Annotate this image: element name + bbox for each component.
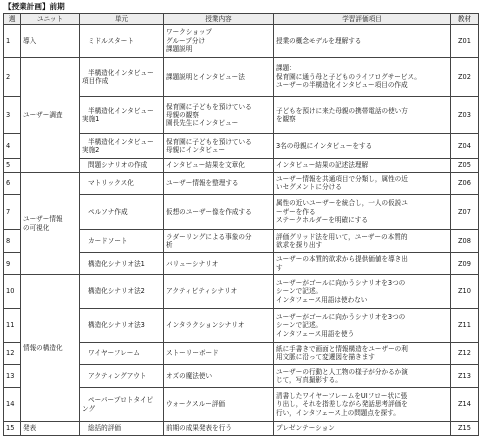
material-code: Z04 <box>451 134 479 158</box>
content-cell <box>164 364 274 387</box>
content-cell-line: オズの魔法使い <box>166 371 213 380</box>
evaluation-cell-line: 欲求を探り出す <box>276 241 323 249</box>
material-code: Z05 <box>451 158 479 172</box>
content-cell <box>164 275 274 309</box>
lesson-cell-line: ワイヤーフレーム <box>88 349 140 358</box>
table-row <box>4 57 479 97</box>
unit-label: 導入 <box>23 36 37 45</box>
week-cell: 12 <box>4 342 21 364</box>
week-cell: 6 <box>4 172 21 194</box>
lesson-cell-line: カードソート <box>88 236 128 245</box>
evaluation-cell-line: 紙に手書きで画面と情報構造をユーザーの利 <box>276 345 408 353</box>
material-code: Z01 <box>451 25 479 58</box>
week-cell: 9 <box>4 253 21 275</box>
evaluation-cell-line: 清書したワイヤーフレームをUIフロー状に張 <box>276 392 408 401</box>
content-cell-line: 仮想のユーザー像を作成する <box>166 207 252 216</box>
content-cell-line: 課題説明とインタビュー法 <box>166 72 245 81</box>
evaluation-cell-line: ステークホルダーを明確にする <box>276 216 368 225</box>
week-cell: 2 <box>4 57 21 97</box>
content-cell <box>164 134 274 158</box>
evaluation-cell <box>274 172 451 194</box>
week-cell: 5 <box>4 158 21 172</box>
week-cell: 3 <box>4 97 21 134</box>
content-cell <box>164 229 274 252</box>
content-cell-line: ワークショップ <box>166 28 213 37</box>
lesson-cell <box>80 194 164 229</box>
evaluation-cell-line: ユーザー情報を共通項目で分類し，属性の近 <box>276 175 408 184</box>
content-cell <box>164 57 274 97</box>
lesson-cell-line: 実施1 <box>82 115 100 124</box>
evaluation-cell-line: す <box>276 263 283 272</box>
header-evaluation: 学習評価項目 <box>274 14 451 25</box>
table-row <box>4 25 479 58</box>
lesson-cell-line: ペーパープロトタイピ <box>88 396 154 405</box>
evaluation-cell-line: 課題： <box>276 64 296 73</box>
table-row <box>4 275 479 309</box>
week-cell: 7 <box>4 194 21 229</box>
content-cell <box>164 194 274 229</box>
evaluation-cell-line: いセグメントに分ける <box>276 183 342 192</box>
lesson-cell <box>80 388 164 422</box>
evaluation-cell <box>274 229 451 252</box>
evaluation-cell <box>274 342 451 364</box>
lesson-cell <box>80 229 164 252</box>
lesson-cell-line: ミドルスタート <box>88 36 134 45</box>
content-cell-line: ラダーリングによる事象の分 <box>166 232 252 241</box>
lesson-cell <box>80 253 164 275</box>
evaluation-cell-line: インタビュー結果の記述法理解 <box>276 161 369 170</box>
evaluation-cell <box>274 97 451 134</box>
content-cell <box>164 309 274 343</box>
evaluation-cell-line: ユーザーの本質的欲求から提供価値を導き出 <box>276 255 408 264</box>
evaluation-cell-line: ユーザーがゴールに向かうシナリオを3つの <box>276 312 406 321</box>
lesson-cell <box>80 421 164 435</box>
header-material: 教材 <box>451 14 479 25</box>
lesson-cell-line: マトリックス化 <box>88 179 134 188</box>
content-cell <box>164 342 274 364</box>
evaluation-cell-line: り出し，それを指差しながら発話思考評価を <box>276 400 408 409</box>
evaluation-cell-line: 3名の母親にインタビューをする <box>276 141 373 150</box>
evaluation-cell-line: を観察 <box>276 115 296 124</box>
lesson-cell-line: 半構造化インタビュー <box>88 107 154 115</box>
lesson-cell <box>80 134 164 158</box>
unit-label: ユーザー調査 <box>23 110 63 119</box>
unit-cell <box>21 172 80 274</box>
evaluation-cell-line: 授業の概念モデルを理解する <box>276 36 362 45</box>
unit-cell <box>21 57 80 172</box>
lesson-cell <box>80 172 164 194</box>
evaluation-cell <box>274 134 451 158</box>
lesson-cell-line: ペルソナ作成 <box>88 207 128 216</box>
content-cell <box>164 97 274 134</box>
lesson-cell-line: 項目作成 <box>82 76 109 85</box>
evaluation-cell-line: インタフェース用語は使わない <box>276 295 368 304</box>
material-code: Z15 <box>451 421 479 435</box>
content-cell-line: ストーリーボード <box>166 349 219 358</box>
lesson-cell-line: 構造化シナリオ法2 <box>88 287 145 296</box>
lesson-cell-line: ング <box>82 404 96 413</box>
content-cell-line: ウォークスルー評価 <box>166 400 226 409</box>
evaluation-cell-line: 評価グリッド法を用いて，ユーザーの本質的 <box>276 232 408 241</box>
unit-cell <box>21 25 80 58</box>
evaluation-cell-line: 用文脈に沿って変遷図を描きます <box>276 353 375 362</box>
week-cell: 11 <box>4 309 21 343</box>
lesson-cell-line: 構造化シナリオ法3 <box>88 321 145 330</box>
material-code: Z11 <box>451 309 479 343</box>
content-cell-line: 母親にインタビュー <box>166 146 226 155</box>
evaluation-cell <box>274 309 451 343</box>
lesson-cell <box>80 97 164 134</box>
lesson-cell <box>80 57 164 97</box>
evaluation-cell <box>274 194 451 229</box>
lesson-cell <box>80 25 164 58</box>
unit-label: の可視化 <box>23 223 50 232</box>
content-cell-line: インタラクションシナリオ <box>166 321 245 330</box>
evaluation-cell <box>274 421 451 435</box>
unit-cell <box>21 421 80 435</box>
table-row <box>4 172 479 194</box>
material-code: Z02 <box>451 57 479 97</box>
content-cell-line: ユーザー情報を整理する <box>166 179 239 188</box>
evaluation-cell-line: シーンで記述。 <box>276 287 323 296</box>
material-code: Z07 <box>451 194 479 229</box>
unit-label: ユーザー情報 <box>23 215 63 224</box>
week-cell: 15 <box>4 421 21 435</box>
evaluation-cell-line: インタフェース用語を使う <box>276 329 355 338</box>
content-cell-line: バリューシナリオ <box>166 259 219 268</box>
material-code: Z10 <box>451 275 479 309</box>
evaluation-cell-line: 保育園に通う母と子どものライフログサービス。 <box>276 72 421 81</box>
content-cell <box>164 25 274 58</box>
evaluation-cell-line: シーンで記述。 <box>276 321 323 330</box>
lesson-cell <box>80 275 164 309</box>
lesson-cell-line: 実施2 <box>82 146 100 155</box>
content-cell-line: 園長先生にインタビュー <box>166 119 239 128</box>
evaluation-cell-line: プレゼンテーション <box>276 424 335 433</box>
lesson-cell-line: 構造化シナリオ法1 <box>88 259 145 268</box>
unit-label: 発表 <box>23 424 37 433</box>
content-cell <box>164 253 274 275</box>
lesson-cell-line: 半構造化インタビュー <box>88 137 154 146</box>
table-row <box>4 421 479 435</box>
content-cell-line: 析 <box>166 241 173 249</box>
evaluation-cell <box>274 388 451 422</box>
header-unit: ユニット <box>21 14 80 25</box>
lesson-cell <box>80 342 164 364</box>
lesson-cell <box>80 364 164 387</box>
evaluation-cell-line: じて，写真撮影する。 <box>276 376 342 384</box>
content-cell-line: アクティビティシナリオ <box>166 287 238 296</box>
header-row <box>4 14 479 25</box>
material-code: Z13 <box>451 364 479 387</box>
content-cell-line: 課題説明 <box>166 44 193 53</box>
material-code: Z06 <box>451 172 479 194</box>
lesson-cell-line: アクティングアウト <box>88 371 147 380</box>
content-cell-line: 母親の観察 <box>166 111 199 120</box>
content-cell-line: 保育園に子どもを預けている <box>166 102 252 111</box>
week-cell: 14 <box>4 388 21 422</box>
content-cell-line: 保育園に子どもを預けている <box>166 137 252 146</box>
week-cell: 4 <box>4 134 21 158</box>
material-code: Z14 <box>451 388 479 422</box>
week-cell: 13 <box>4 364 21 387</box>
lesson-cell <box>80 309 164 343</box>
evaluation-cell <box>274 57 451 97</box>
content-cell-line: インタビュー結果を文章化 <box>166 161 245 170</box>
material-code: Z03 <box>451 97 479 134</box>
week-cell: 1 <box>4 25 21 58</box>
evaluation-cell <box>274 158 451 172</box>
lesson-cell <box>80 158 164 172</box>
content-cell <box>164 421 274 435</box>
evaluation-cell <box>274 275 451 309</box>
material-code: Z12 <box>451 342 479 364</box>
content-cell <box>164 172 274 194</box>
material-code: Z09 <box>451 253 479 275</box>
lesson-plan-table <box>3 13 479 436</box>
header-content: 授業内容 <box>164 14 274 25</box>
evaluation-cell-line: ユーザーの行動と人工物の様子が分かるか演 <box>276 367 408 376</box>
unit-label: 情報の構造化 <box>23 343 63 352</box>
header-week: 週 <box>4 14 21 25</box>
content-cell-line: グループ分け <box>166 36 206 45</box>
material-code: Z08 <box>451 229 479 252</box>
evaluation-cell <box>274 25 451 58</box>
content-cell-line: 前期の成果発表を行う <box>166 424 232 433</box>
header-lesson: 単元 <box>80 14 164 25</box>
content-cell <box>164 158 274 172</box>
page-title: 【授業計画】前期 <box>4 2 65 11</box>
unit-cell <box>21 275 80 422</box>
lesson-cell-line: 総括的評価 <box>88 424 121 433</box>
content-cell <box>164 388 274 422</box>
evaluation-cell-line: 行い，インタフェース上の問題点を探す。 <box>276 408 400 417</box>
evaluation-cell-line: ユーザーがゴールに向かうシナリオを3つの <box>276 279 406 288</box>
evaluation-cell <box>274 364 451 387</box>
evaluation-cell-line: ユーザーの半構造化インタビュー項目の作成 <box>276 81 408 90</box>
lesson-cell-line: 半構造化インタビュー <box>88 68 154 77</box>
evaluation-cell-line: ーザーを作る <box>276 207 316 216</box>
week-cell: 8 <box>4 229 21 252</box>
lesson-cell-line: 問題シナリオの作成 <box>88 161 148 170</box>
week-cell: 10 <box>4 275 21 309</box>
evaluation-cell-line: 属性の近いユーザーを統合し，一人の仮説ユ <box>276 199 408 208</box>
evaluation-cell <box>274 253 451 275</box>
evaluation-cell-line: 子どもを預けに来た母親の携帯電話の使い方 <box>276 107 408 115</box>
